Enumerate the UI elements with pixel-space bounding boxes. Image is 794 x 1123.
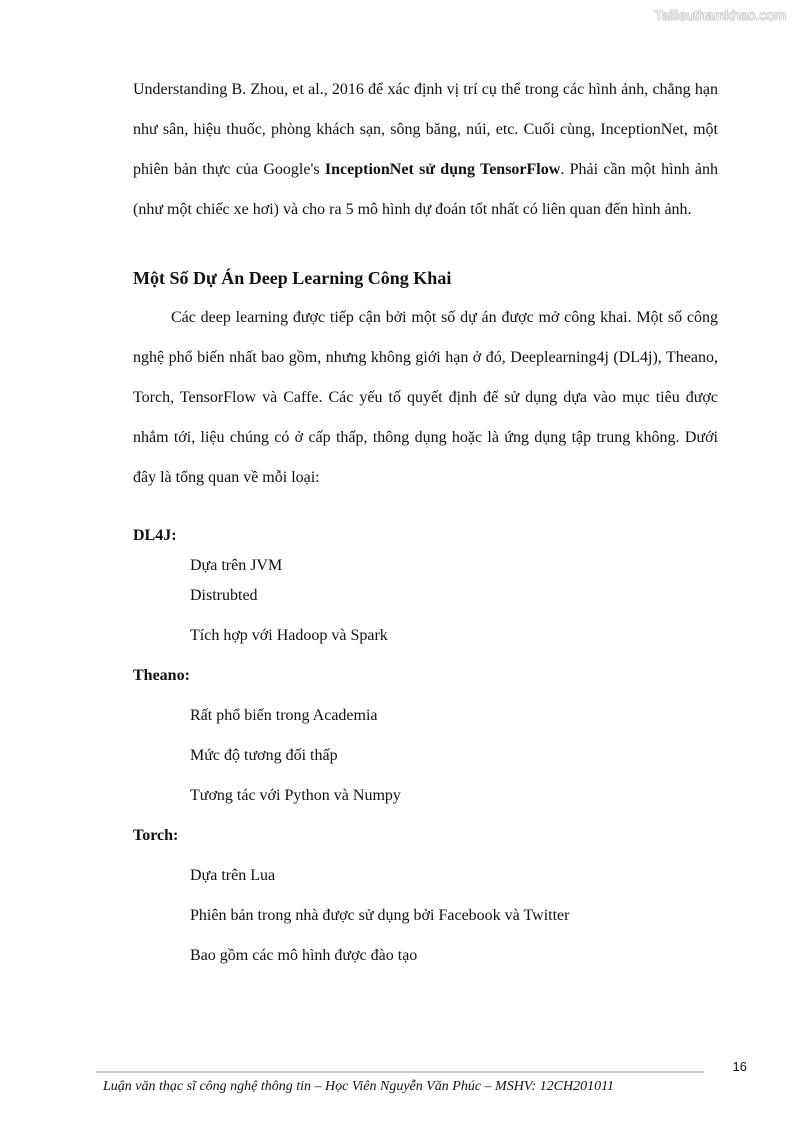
paragraph-intro-tail: . Phải cần một hình ảnh (như một chiếc xe hơi) và cho ra 5 mô hình dự đoán tốt nhất có liên quan đến hình ảnh. <box>133 161 719 218</box>
framework-item: Distrubted <box>190 587 258 604</box>
framework-item: Tích hợp với Hadoop và Spark <box>190 627 388 644</box>
document-body <box>133 70 718 966</box>
framework-item: Phiên bản trong nhà được sử dụng bởi Facebook và Twitter <box>190 907 570 924</box>
framework-item: Dựa trên JVM <box>190 557 283 574</box>
footer-divider <box>96 1071 704 1073</box>
framework-item: Bao gồm các mô hình được đào tạo <box>190 947 418 964</box>
framework-item: Rất phổ biến trong Academia <box>190 707 378 724</box>
footer-text: Luận văn thạc sĩ công nghệ thông tin – Học Viên Nguyễn Văn Phúc – MSHV: 12CH201011 <box>103 1079 615 1094</box>
paragraph-intro-bold: InceptionNet sử dụng TensorFlow <box>324 161 561 178</box>
framework-item: Dựa trên Lua <box>190 867 276 884</box>
watermark: Tailieuthamkhao.com <box>654 7 786 23</box>
framework-title-torch: Torch: <box>133 827 179 844</box>
paragraph-intro <box>133 70 718 230</box>
framework-title-theano: Theano: <box>133 667 190 684</box>
section-heading: Một Số Dự Án Deep Learning Công Khai <box>133 268 452 288</box>
paragraph-intro-text: Understanding B. Zhou, et al., 2016 để xác định vị trí cụ thể trong các hình ảnh, chẳng hạn như sân, hiệu thuốc, phòng khách sạn, sông băng, núi, etc. Cuối cùng, InceptionNet, một phiên bản thực của Google's <box>133 81 718 178</box>
framework-title-dl4j: DL4J: <box>133 527 177 544</box>
framework-item: Mức độ tương đối thấp <box>190 747 338 764</box>
framework-item: Tương tác với Python và Numpy <box>190 787 401 804</box>
page-number: 16 <box>732 1059 747 1074</box>
paragraph-projects: Các deep learning được tiếp cận bởi một số dự án được mở công khai. Một số công nghệ phổ biến nhất bao gồm, nhưng không giới hạn ở đó, Deeplearning4j (DL4j), Theano, Torch, TensorFlow và Caffe. Các yếu tố quyết định để sử dụng dựa vào mục tiêu được nhắm tới, liệu chúng có ở cấp thấp, thông dụng hoặc là ứng dụng tập trung không. Dưới đây là tổng quan về mỗi loại: <box>133 309 718 486</box>
